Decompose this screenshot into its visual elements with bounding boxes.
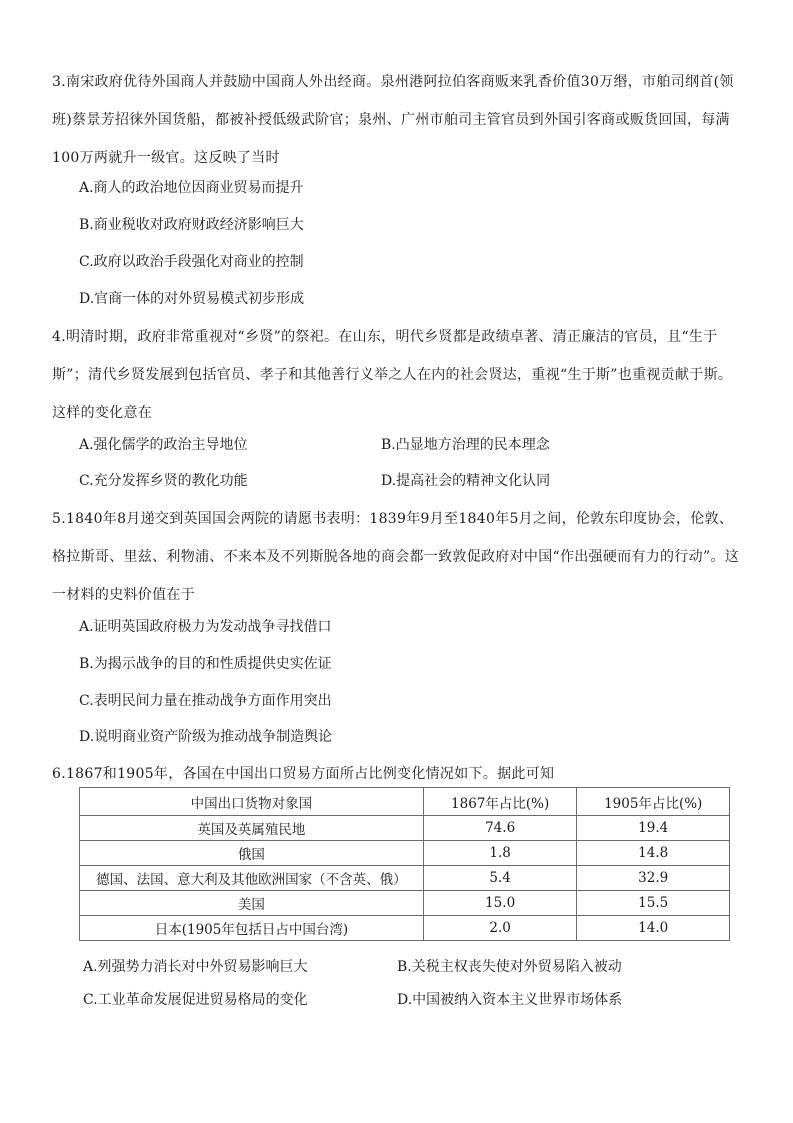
question-3-option-d[interactable]: D.官商一体的对外贸易模式初步形成 [79, 291, 305, 307]
table-cell: 2.0 [423, 916, 577, 941]
question-4-option-d[interactable]: D.提高社会的精神文化认同 [381, 473, 551, 489]
question-6-stem: 6.1867和1905年，各国在中国出口贸易方面所占比例变化情况如下。据此可知 [52, 766, 555, 782]
question-5-option-b[interactable]: B.为揭示战争的目的和性质提供史实佐证 [79, 656, 332, 672]
table-header-cell: 1905年占比(%) [577, 788, 730, 816]
table-cell: 1.8 [423, 841, 577, 866]
table-row [80, 916, 730, 941]
question-4-stem: 4.明清时期，政府非常重视对“乡贤”的祭祀。在山东，明代乡贤都是政绩卓著、清正廉洁的官员，且“生于斯”；清代乡贤发展到包括官员、孝子和其他善行义举之人在内的社会贤达，重视“生于斯”也重视贡献于斯。这样的变化意在 [52, 329, 733, 421]
question-5-option-c[interactable]: C.表明民间力量在推动战争方面作用突出 [79, 693, 332, 709]
table-header-cell: 1867年占比(%) [423, 788, 577, 816]
table-cell: 英国及英属殖民地 [80, 816, 424, 841]
question-6-option-d[interactable]: D.中国被纳入资本主义世界市场体系 [397, 992, 623, 1008]
question-3-option-b[interactable]: B.商业税收对政府财政经济影响巨大 [79, 217, 304, 233]
table-cell: 15.0 [423, 891, 577, 916]
table-cell: 15.5 [577, 891, 730, 916]
table-cell: 日本(1905年包括日占中国台湾) [80, 916, 424, 941]
table-cell: 5.4 [423, 866, 577, 891]
export-share-table [79, 787, 730, 941]
table-row [80, 841, 730, 866]
table-cell: 74.6 [423, 816, 577, 841]
table-row [80, 816, 730, 841]
question-6-option-c[interactable]: C.工业革命发展促进贸易格局的变化 [83, 992, 308, 1008]
table-cell: 德国、法国、意大利及其他欧洲国家（不含英、俄） [80, 866, 424, 891]
question-6-option-a[interactable]: A.列强势力消长对中外贸易影响巨大 [83, 959, 308, 975]
question-5-option-d[interactable]: D.说明商业资产阶级为推动战争制造舆论 [79, 729, 333, 745]
question-3 [52, 63, 742, 177]
table-header-cell: 中国出口货物对象国 [80, 788, 424, 816]
table-cell: 14.8 [577, 841, 730, 866]
question-4 [52, 318, 742, 432]
question-3-option-a[interactable]: A.商人的政治地位因商业贸易而提升 [79, 180, 304, 196]
question-5-stem: 5.1840年8月递交到英国国会两院的请愿书表明：1839年9月至1840年5月之间，伦敦东印度协会，伦敦、格拉斯哥、里兹、利物浦、不来本及不列斯脱各地的商会都一致敦促政府对中国“作出强硬而有力的行动”。这一材料的史料价值在于 [52, 511, 740, 603]
question-4-option-c[interactable]: C.充分发挥乡贤的教化功能 [79, 473, 248, 489]
table-row [80, 891, 730, 916]
question-6-option-b[interactable]: B.关税主权丧失使对外贸易陷入被动 [397, 959, 622, 975]
table-row [80, 866, 730, 891]
table-cell: 19.4 [577, 816, 730, 841]
table-cell: 32.9 [577, 866, 730, 891]
question-3-option-c[interactable]: C.政府以政治手段强化对商业的控制 [79, 254, 304, 270]
table-cell: 美国 [80, 891, 424, 916]
question-3-stem: 3.南宋政府优待外国商人并鼓励中国商人外出经商。泉州港阿拉伯客商贩来乳香价值30万缗，市舶司纲首(领班)蔡景芳招徕外国货船，都被补授低级武阶官；泉州、广州市舶司主管官员到外国引客商或贩货回国，每满100万两就升一级官。这反映了当时 [52, 74, 734, 166]
question-5-option-a[interactable]: A.证明英国政府极力为发动战争寻找借口 [79, 619, 332, 635]
table-header-row [80, 788, 730, 816]
table-cell: 俄国 [80, 841, 424, 866]
table-cell: 14.0 [577, 916, 730, 941]
question-4-option-a[interactable]: A.强化儒学的政治主导地位 [79, 437, 248, 453]
question-5 [52, 500, 742, 614]
question-4-option-b[interactable]: B.凸显地方治理的民本理念 [381, 437, 550, 453]
